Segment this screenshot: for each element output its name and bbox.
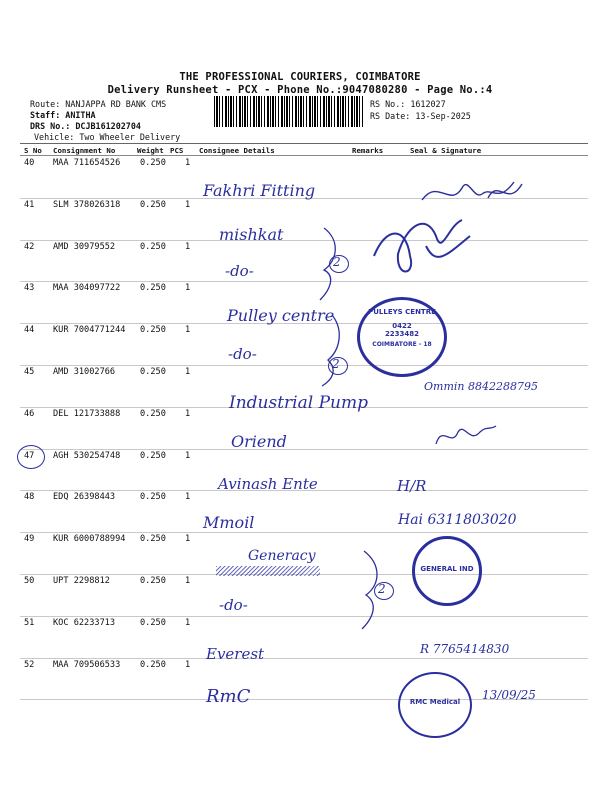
row-pcs: 1	[185, 617, 191, 628]
scribble-strike	[216, 566, 320, 576]
stamp-rmc-text: RMC Medical	[409, 698, 461, 706]
remark-row-48: Hai 6311803020	[398, 512, 517, 528]
row-pcs: 1	[185, 492, 191, 503]
hw-row-50: -do-	[219, 596, 248, 614]
row-rule	[20, 532, 588, 533]
row-pcs: 1	[185, 199, 191, 210]
row-rule	[20, 449, 588, 450]
row-weight: 0.250	[140, 367, 166, 377]
row-consignment-no: MAA 711654526	[53, 158, 121, 168]
row-pcs: 1	[185, 450, 191, 461]
col-sno: S No	[24, 146, 42, 155]
row-rule	[20, 616, 588, 617]
hw-row-49: Generacy	[248, 548, 316, 564]
stamp-pulleys-phone-2: 2233482	[384, 330, 420, 338]
row-sno: 48	[24, 492, 35, 503]
table-row	[0, 618, 600, 660]
hw-row-47: Avinash Ente	[218, 475, 318, 493]
table-row	[0, 242, 600, 284]
drs-text: DRS No.: DCJB161202704	[30, 121, 141, 131]
circled-two-lower: 2	[378, 582, 386, 596]
col-seal: Seal & Signature	[410, 146, 482, 155]
column-header-rule	[20, 155, 588, 156]
row-sno: 40	[24, 158, 35, 168]
row-sno: 51	[24, 617, 35, 628]
table-row	[0, 325, 600, 367]
route-text: Route: NANJAPPA RD BANK CMS	[30, 99, 167, 109]
hw-row-42: -do-	[225, 262, 254, 280]
circled-two-upper: 2	[333, 255, 341, 269]
row-sno: 44	[24, 325, 35, 336]
rs-date: RS Date: 13-Sep-2025	[370, 111, 471, 121]
runsheet-subtitle: Delivery Runsheet - PCX - Phone No.:9047080280 - Page No.:4	[107, 84, 493, 96]
company-title: THE PROFESSIONAL COURIERS, COIMBATORE	[179, 71, 421, 83]
row-weight: 0.250	[140, 534, 166, 545]
signature-row-46	[430, 418, 500, 458]
row-consignment-no: EDQ 26398443	[53, 492, 116, 503]
row-weight: 0.250	[140, 617, 166, 628]
staff-text: Staff: ANITHA	[30, 110, 96, 120]
hw-row-44: -do-	[228, 345, 257, 363]
row-sno: 47	[24, 450, 35, 461]
row-consignment-no: MAA 709506533	[53, 659, 121, 670]
stamp-pulleys-phone-1: 0422	[392, 322, 412, 330]
barcode	[214, 96, 364, 127]
row-pcs: 1	[185, 659, 191, 670]
stamp-pulleys-bottom: COIMBATORE - 18	[372, 341, 432, 348]
row-sno: 45	[24, 367, 35, 377]
stamp-general-text: GENERAL IND	[420, 565, 474, 573]
row-weight: 0.250	[140, 158, 166, 168]
col-pcs: PCS	[170, 146, 184, 155]
row-pcs: 1	[185, 408, 191, 419]
row-sno: 41	[24, 199, 35, 210]
hw-row-40: Fakhri Fitting	[203, 181, 316, 200]
row-sno: 43	[24, 283, 35, 294]
row-consignment-no: AMD 31002766	[53, 367, 116, 377]
row-consignment-no: UPT 2298812	[53, 576, 110, 586]
stamp-pulleys-top: PULLEYS CENTRE	[368, 308, 436, 316]
remark-row-51: R 7765414830	[420, 642, 510, 656]
row-consignment-no: SLM 378026318	[53, 199, 121, 210]
circled-two-middle: 2	[332, 357, 340, 371]
row-consignment-no: AMD 30979552	[53, 241, 116, 252]
row-sno: 50	[24, 576, 35, 586]
remark-row-45: Ommin 8842288795	[424, 380, 538, 393]
col-remarks: Remarks	[352, 146, 384, 155]
col-consignment: Consignment No	[53, 146, 116, 155]
remark-row-47: H/R	[397, 477, 427, 495]
hw-row-48: Mmoil	[203, 513, 255, 532]
row-consignment-no: KUR 7004771244	[53, 325, 126, 336]
col-weight: Weight	[137, 146, 164, 155]
row-consignment-no: KUR 6000788994	[53, 534, 126, 545]
row-sno: 46	[24, 408, 35, 419]
date-row-52: 13/09/25	[482, 688, 536, 702]
header-divider	[20, 143, 588, 144]
table-row	[0, 409, 600, 451]
row-consignment-no: AGH 530254748	[53, 450, 121, 461]
row-consignment-no: KOC 62233713	[53, 617, 116, 628]
row-weight: 0.250	[140, 325, 166, 336]
row-rule	[20, 281, 588, 282]
row-pcs: 1	[185, 576, 191, 586]
row-pcs: 1	[185, 241, 191, 252]
hw-row-51: Everest	[206, 645, 265, 663]
row-47-circle	[17, 445, 45, 469]
row-rule	[20, 658, 588, 659]
row-sno: 42	[24, 241, 35, 252]
col-consignee: Consignee Details	[199, 146, 275, 155]
row-weight: 0.250	[140, 450, 166, 461]
row-pcs: 1	[185, 325, 191, 336]
vehicle-text: Vehicle: Two Wheeler Delivery	[34, 132, 181, 142]
signature-row-42	[366, 206, 476, 286]
row-weight: 0.250	[140, 283, 166, 294]
row-sno: 49	[24, 534, 35, 545]
row-pcs: 1	[185, 367, 191, 377]
row-sno: 52	[24, 659, 35, 670]
row-weight: 0.250	[140, 241, 166, 252]
hw-row-46: Oriend	[231, 432, 287, 451]
hw-row-52: RmC	[206, 686, 251, 707]
row-rule	[20, 240, 588, 241]
row-weight: 0.250	[140, 576, 166, 586]
row-weight: 0.250	[140, 408, 166, 419]
row-pcs: 1	[185, 283, 191, 294]
row-pcs: 1	[185, 158, 191, 168]
hw-row-41: mishkat	[219, 225, 284, 244]
row-consignment-no: MAA 304097722	[53, 283, 121, 294]
row-rule	[20, 365, 588, 366]
row-weight: 0.250	[140, 659, 166, 670]
hw-row-45: Industrial Pump	[229, 393, 368, 413]
pulleys-centre-stamp	[357, 297, 447, 377]
rmc-stamp	[398, 672, 472, 738]
rs-number: RS No.: 1612027	[370, 99, 446, 109]
row-consignment-no: DEL 121733888	[53, 408, 121, 419]
row-pcs: 1	[185, 534, 191, 545]
row-weight: 0.250	[140, 492, 166, 503]
table-row	[0, 576, 600, 618]
row-weight: 0.250	[140, 199, 166, 210]
hw-row-43: Pulley centre	[227, 306, 335, 325]
general-stamp	[412, 536, 482, 606]
